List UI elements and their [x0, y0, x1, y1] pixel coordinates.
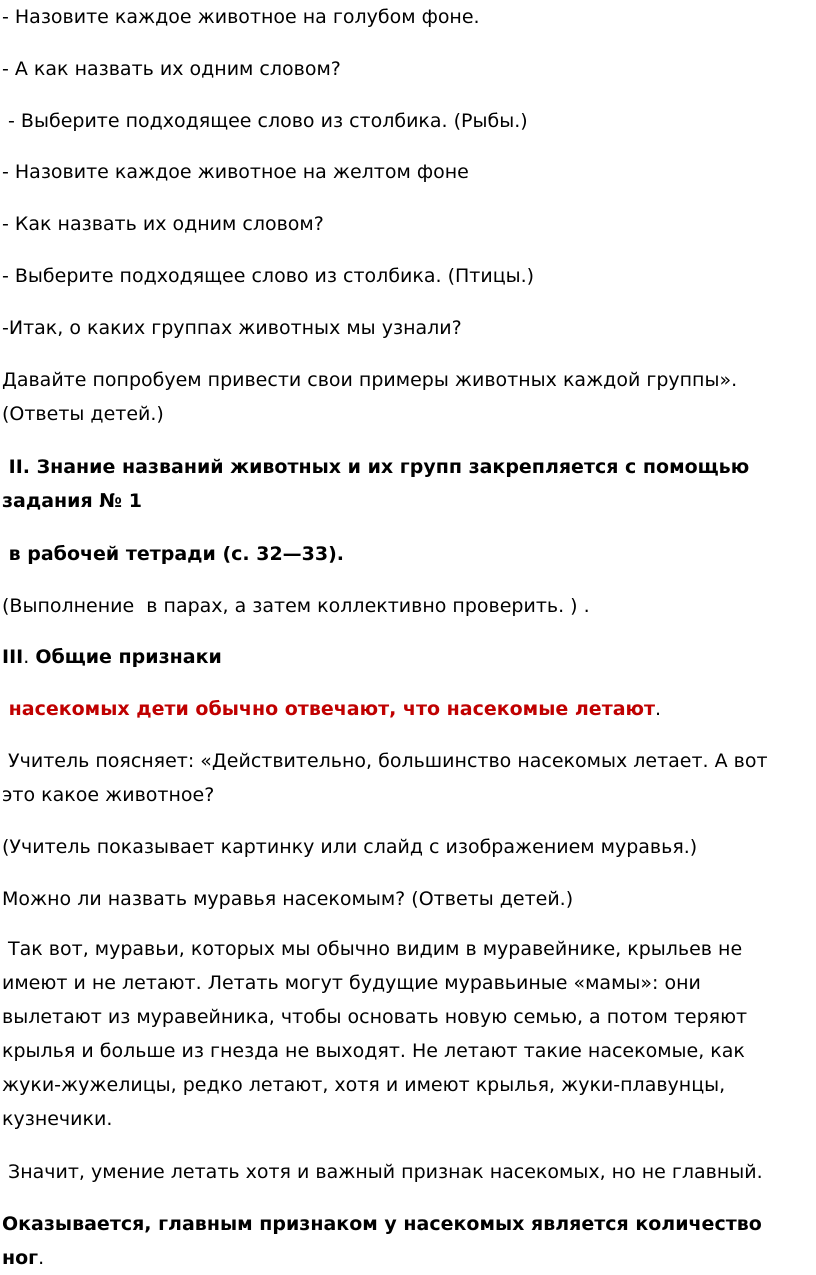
paragraph-19 [2, 1207, 802, 1275]
paragraph-17: Так вот, муравьи, которых мы обычно видим в муравейнике, крыльев не имеют и не летают. Летать могут будущие муравьиные «мамы»: они вылетают из муравейника, чтобы основать новую семью, а потом теряют крылья и больше из гнезда не выходят. Не летают такие насекомые, как жуки-жужелицы, редко летают, хотя и имеют крылья, жуки-плавунцы, кузнечики. [2, 938, 754, 1130]
heading-dot: . [23, 646, 36, 668]
highlighted-text: насекомых дети обычно отвечают, что насекомые летают [2, 698, 656, 720]
paragraph-14: Учитель поясняет: «Действительно, большинство насекомых летает. А вот это какое животное? [2, 750, 774, 806]
roman-numeral: III [2, 646, 24, 668]
paragraph-15: (Учитель показывает картинку или слайд с изображением муравья.) [2, 836, 698, 858]
paragraph-7: -Итак, о каких группах животных мы узнали? [2, 317, 462, 339]
paragraph-1: - Назовите каждое животное на голубом фоне. [2, 6, 480, 28]
paragraph-6: - Выберите подходящее слово из столбика. (Птицы.) [2, 265, 535, 287]
paragraph-4: - Назовите каждое животное на желтом фоне [2, 161, 469, 183]
paragraph-18: Значит, умение летать хотя и важный признак насекомых, но не главный. [2, 1161, 763, 1183]
paragraph-11: (Выполнение в парах, а затем коллективно проверить. ) . [2, 595, 590, 617]
paragraph-3: - Выберите подходящее слово из столбика. (Рыбы.) [2, 110, 528, 132]
paragraph-19-dot: . [38, 1247, 45, 1269]
paragraph-13 [2, 692, 802, 726]
heading-text: Общие признаки [35, 646, 222, 668]
section-heading-2: II. Знание названий животных и их групп закрепляется с помощью задания № 1 [2, 456, 756, 512]
paragraph-5: - Как назвать их одним словом? [2, 213, 324, 235]
conclusion-text: Оказывается, главным признаком у насекомых является количество ног [2, 1213, 762, 1269]
paragraph-2: - А как назвать их одним словом? [2, 58, 341, 80]
paragraph-8: Давайте попробуем привести свои примеры животных каждой группы». (Ответы детей.) [2, 369, 738, 425]
paragraph-16: Можно ли назвать муравья насекомым? (Ответы детей.) [2, 888, 574, 910]
paragraph-13-dot: . [655, 698, 662, 720]
section-heading-3 [2, 640, 802, 674]
section-heading-2-cont: в рабочей тетради (с. 32—33). [2, 543, 345, 565]
